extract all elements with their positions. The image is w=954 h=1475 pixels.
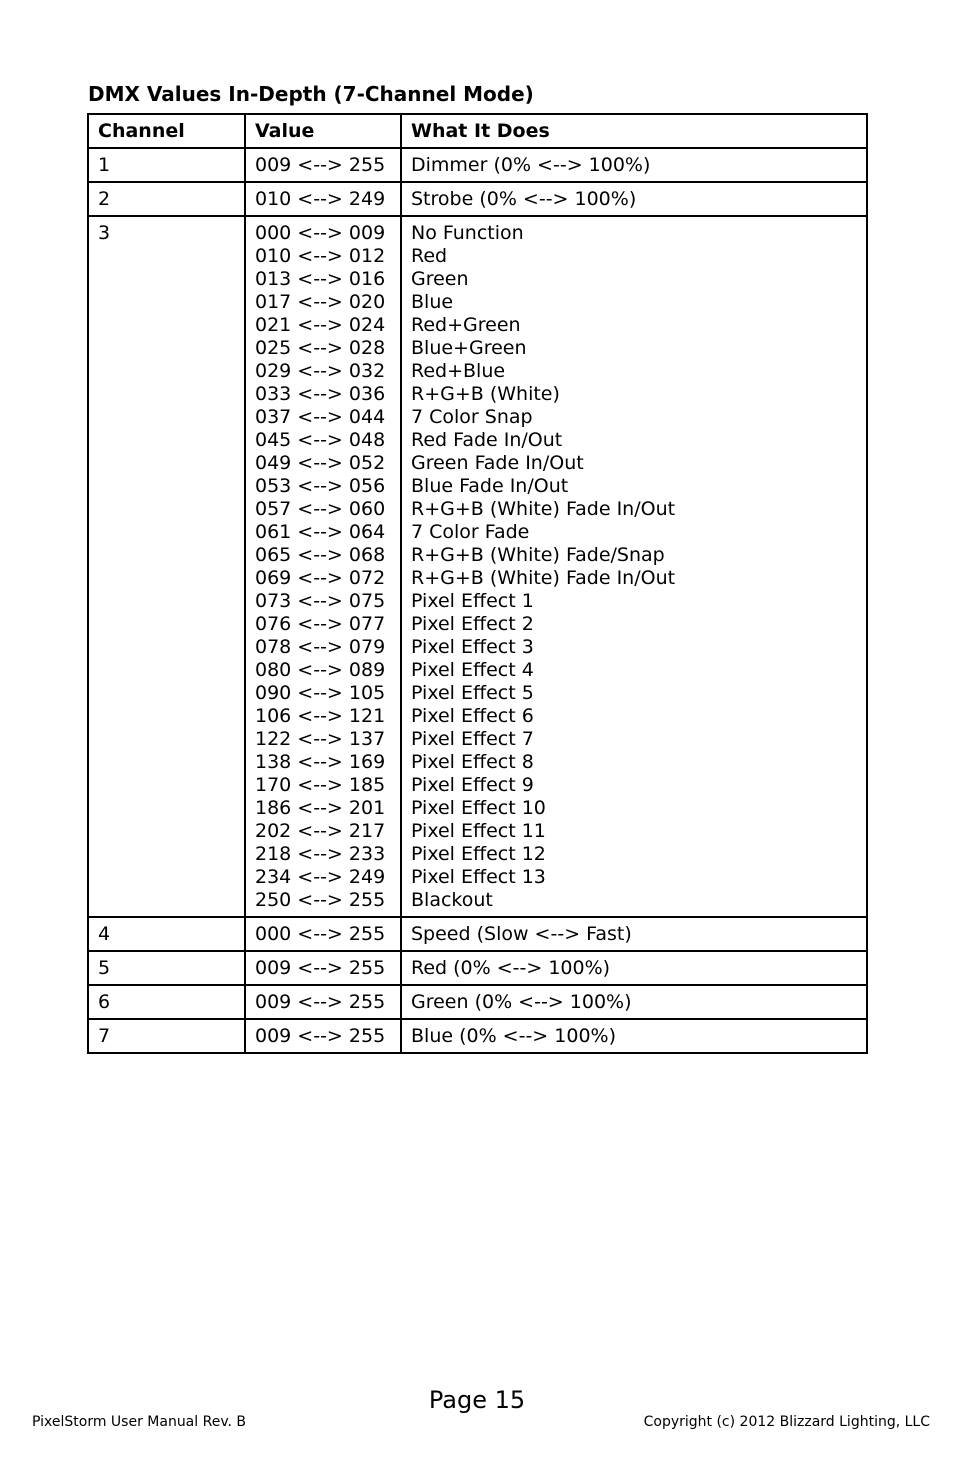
function-description: Pixel Effect 5 <box>411 682 534 704</box>
value-range: 033 <--> 036 <box>255 383 386 405</box>
value-range: 090 <--> 105 <box>255 682 386 704</box>
value-range: 009 <--> 255 <box>255 991 386 1013</box>
value-range: 106 <--> 121 <box>255 705 386 727</box>
value-range: 080 <--> 089 <box>255 659 386 681</box>
value-range: 202 <--> 217 <box>255 820 386 842</box>
footer-copyright: Copyright (c) 2012 Blizzard Lighting, LLC <box>643 1414 930 1430</box>
value-range: 065 <--> 068 <box>255 544 386 566</box>
page-number: Page 15 <box>428 1386 526 1414</box>
value-range: 009 <--> 255 <box>255 1025 386 1047</box>
function-description: 7 Color Snap <box>411 406 533 428</box>
value-range: 000 <--> 009 <box>255 222 386 244</box>
function-description: R+G+B (White) Fade In/Out <box>411 567 676 589</box>
channel-cell: 5 <box>88 951 245 985</box>
function-description: Dimmer (0% <--> 100%) <box>411 154 651 176</box>
function-description: Pixel Effect 10 <box>411 797 546 819</box>
value-range: 010 <--> 249 <box>255 188 386 210</box>
value-cell <box>245 148 401 182</box>
function-description: 7 Color Fade <box>411 521 530 543</box>
function-cell <box>401 182 867 216</box>
function-description: R+G+B (White) Fade/Snap <box>411 544 665 566</box>
value-range: 057 <--> 060 <box>255 498 386 520</box>
value-cell <box>245 985 401 1019</box>
channel-cell: 1 <box>88 148 245 182</box>
footer-manual-name: PixelStorm User Manual Rev. B <box>32 1414 247 1430</box>
function-description: Pixel Effect 8 <box>411 751 534 773</box>
function-description: Pixel Effect 7 <box>411 728 534 750</box>
function-description: Green Fade In/Out <box>411 452 584 474</box>
table-row <box>88 216 867 917</box>
value-cell <box>245 917 401 951</box>
function-description: Pixel Effect 13 <box>411 866 546 888</box>
table-body <box>88 148 867 1053</box>
channel-cell: 7 <box>88 1019 245 1053</box>
function-description: Red+Green <box>411 314 521 336</box>
section-title: DMX Values In-Depth (7-Channel Mode) <box>88 82 534 106</box>
value-range: 000 <--> 255 <box>255 923 386 945</box>
value-range: 009 <--> 255 <box>255 957 386 979</box>
value-range: 186 <--> 201 <box>255 797 386 819</box>
value-range: 122 <--> 137 <box>255 728 386 750</box>
function-description: Blue+Green <box>411 337 527 359</box>
table-row <box>88 917 867 951</box>
value-range: 250 <--> 255 <box>255 889 386 911</box>
function-cell <box>401 985 867 1019</box>
value-range: 076 <--> 077 <box>255 613 386 635</box>
value-range: 061 <--> 064 <box>255 521 386 543</box>
channel-cell: 2 <box>88 182 245 216</box>
header-value: Value <box>245 114 401 148</box>
value-range: 073 <--> 075 <box>255 590 386 612</box>
function-description: R+G+B (White) Fade In/Out <box>411 498 676 520</box>
function-description: Red Fade In/Out <box>411 429 563 451</box>
table-row <box>88 182 867 216</box>
value-range: 010 <--> 012 <box>255 245 386 267</box>
value-range: 017 <--> 020 <box>255 291 386 313</box>
function-description: Blue Fade In/Out <box>411 475 569 497</box>
function-description: Pixel Effect 12 <box>411 843 546 865</box>
function-description: R+G+B (White) <box>411 383 560 405</box>
function-description: Blue <box>411 291 454 313</box>
function-description: Red (0% <--> 100%) <box>411 957 611 979</box>
header-channel: Channel <box>88 114 245 148</box>
function-description: Red <box>411 245 448 267</box>
function-description: Blue (0% <--> 100%) <box>411 1025 617 1047</box>
function-cell <box>401 148 867 182</box>
function-cell <box>401 216 867 917</box>
value-range: 218 <--> 233 <box>255 843 386 865</box>
function-description: Pixel Effect 9 <box>411 774 534 796</box>
function-cell <box>401 951 867 985</box>
table-header-row <box>88 114 867 148</box>
table-row <box>88 148 867 182</box>
function-description: Blackout <box>411 889 493 911</box>
table-row <box>88 985 867 1019</box>
table-row <box>88 1019 867 1053</box>
value-cell <box>245 951 401 985</box>
function-description: Pixel Effect 11 <box>411 820 546 842</box>
value-cell <box>245 182 401 216</box>
function-description: Pixel Effect 3 <box>411 636 534 658</box>
function-description: Pixel Effect 1 <box>411 590 534 612</box>
value-range: 053 <--> 056 <box>255 475 386 497</box>
value-range: 009 <--> 255 <box>255 154 386 176</box>
value-range: 013 <--> 016 <box>255 268 386 290</box>
value-range: 170 <--> 185 <box>255 774 386 796</box>
value-cell <box>245 1019 401 1053</box>
header-function: What It Does <box>401 114 867 148</box>
dmx-values-table <box>87 113 868 1054</box>
value-range: 025 <--> 028 <box>255 337 386 359</box>
value-range: 049 <--> 052 <box>255 452 386 474</box>
function-description: Pixel Effect 6 <box>411 705 534 727</box>
function-description: Red+Blue <box>411 360 506 382</box>
channel-cell: 6 <box>88 985 245 1019</box>
function-description: Speed (Slow <--> Fast) <box>411 923 632 945</box>
function-description: No Function <box>411 222 524 244</box>
value-range: 045 <--> 048 <box>255 429 386 451</box>
function-description: Pixel Effect 2 <box>411 613 534 635</box>
function-description: Strobe (0% <--> 100%) <box>411 188 637 210</box>
channel-cell: 4 <box>88 917 245 951</box>
channel-cell: 3 <box>88 216 245 917</box>
value-range: 069 <--> 072 <box>255 567 386 589</box>
value-cell <box>245 216 401 917</box>
value-range: 037 <--> 044 <box>255 406 386 428</box>
value-range: 138 <--> 169 <box>255 751 386 773</box>
value-range: 078 <--> 079 <box>255 636 386 658</box>
function-cell <box>401 1019 867 1053</box>
value-range: 021 <--> 024 <box>255 314 386 336</box>
function-cell <box>401 917 867 951</box>
value-range: 029 <--> 032 <box>255 360 386 382</box>
value-range: 234 <--> 249 <box>255 866 386 888</box>
function-description: Green <box>411 268 469 290</box>
table-row <box>88 951 867 985</box>
function-description: Pixel Effect 4 <box>411 659 534 681</box>
function-description: Green (0% <--> 100%) <box>411 991 632 1013</box>
